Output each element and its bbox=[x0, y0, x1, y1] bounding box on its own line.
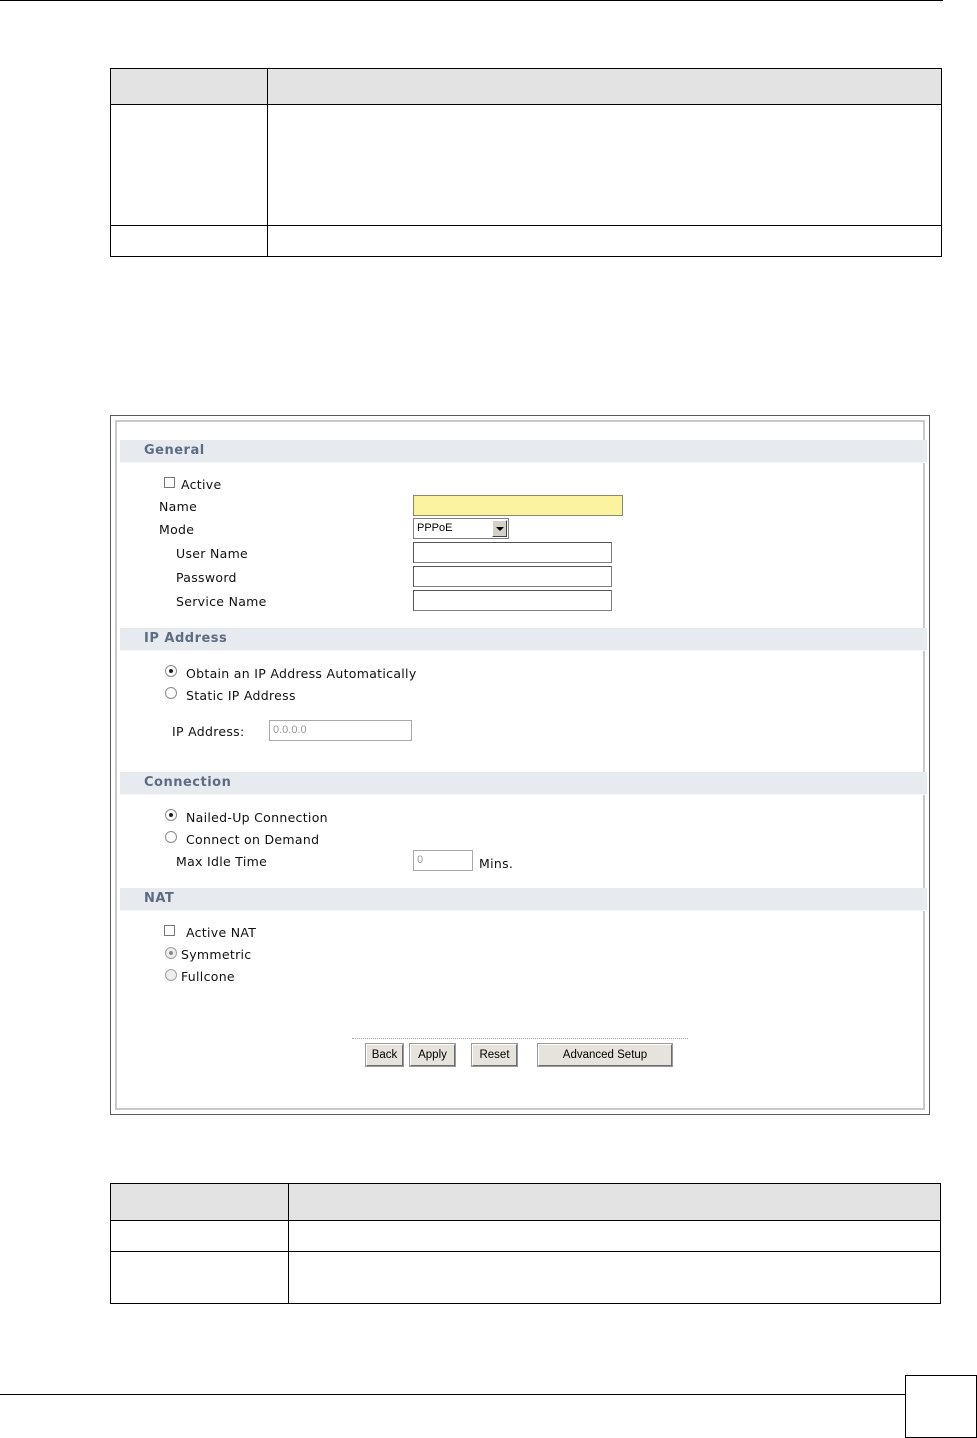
table-row bbox=[111, 1252, 941, 1304]
advanced-setup-button[interactable]: Advanced Setup bbox=[538, 1044, 672, 1066]
button-divider bbox=[352, 1038, 688, 1039]
table-header-row bbox=[111, 69, 942, 105]
mode-select[interactable] bbox=[413, 518, 509, 539]
user-name-label: User Name bbox=[176, 546, 249, 561]
mode-label: Mode bbox=[159, 522, 195, 537]
static-ip-label: Static IP Address bbox=[186, 688, 296, 703]
active-nat-label: Active NAT bbox=[186, 925, 257, 940]
footer-rule bbox=[0, 1394, 905, 1395]
user-name-input[interactable] bbox=[413, 542, 612, 563]
bottom-table bbox=[110, 1183, 941, 1304]
header-rule bbox=[0, 0, 943, 1]
ip-address-label: IP Address: bbox=[172, 724, 245, 739]
max-idle-label: Max Idle Time bbox=[176, 854, 268, 869]
reset-button[interactable]: Reset bbox=[472, 1044, 517, 1066]
password-input[interactable] bbox=[413, 566, 612, 587]
section-title: Connection bbox=[144, 775, 232, 790]
name-input[interactable] bbox=[413, 495, 623, 516]
name-label: Name bbox=[159, 499, 198, 514]
ip-address-input[interactable]: 0.0.0.0 bbox=[269, 720, 412, 741]
table-row bbox=[111, 226, 942, 257]
active-checkbox[interactable] bbox=[164, 477, 175, 488]
mode-select-value: PPPoE bbox=[417, 522, 453, 534]
active-nat-checkbox[interactable] bbox=[164, 925, 175, 936]
connection-section-header bbox=[120, 772, 927, 795]
service-name-label: Service Name bbox=[176, 594, 267, 609]
obtain-auto-radio[interactable] bbox=[165, 665, 177, 677]
nat-section-header bbox=[120, 888, 927, 911]
page-number-box bbox=[905, 1375, 977, 1438]
screen-frame-inner bbox=[115, 420, 925, 1110]
obtain-auto-label: Obtain an IP Address Automatically bbox=[186, 666, 417, 681]
nailed-up-label: Nailed-Up Connection bbox=[186, 810, 328, 825]
symmetric-label: Symmetric bbox=[181, 947, 252, 962]
apply-button[interactable]: Apply bbox=[410, 1044, 455, 1066]
symmetric-radio[interactable] bbox=[165, 947, 177, 959]
password-label: Password bbox=[176, 570, 237, 585]
max-idle-input[interactable]: 0 bbox=[413, 850, 473, 871]
connect-on-demand-label: Connect on Demand bbox=[186, 832, 320, 847]
table-header-row bbox=[111, 1184, 941, 1221]
active-label: Active bbox=[181, 477, 222, 492]
table-row bbox=[111, 105, 942, 226]
ip-address-section-header bbox=[120, 628, 927, 651]
service-name-input[interactable] bbox=[413, 590, 612, 611]
connect-on-demand-radio[interactable] bbox=[165, 831, 177, 843]
mins-label: Mins. bbox=[479, 856, 514, 871]
nailed-up-radio[interactable] bbox=[165, 809, 177, 821]
chevron-down-icon[interactable] bbox=[492, 520, 507, 537]
section-title: NAT bbox=[144, 891, 175, 906]
fullcone-label: Fullcone bbox=[181, 969, 235, 984]
screen-frame bbox=[110, 415, 930, 1115]
section-title: General bbox=[144, 443, 205, 458]
fullcone-radio[interactable] bbox=[165, 969, 177, 981]
back-button[interactable]: Back bbox=[366, 1044, 403, 1066]
table-row bbox=[111, 1221, 941, 1252]
general-section-header bbox=[120, 440, 927, 463]
section-title: IP Address bbox=[144, 631, 228, 646]
top-table bbox=[110, 68, 942, 257]
static-ip-radio[interactable] bbox=[165, 687, 177, 699]
